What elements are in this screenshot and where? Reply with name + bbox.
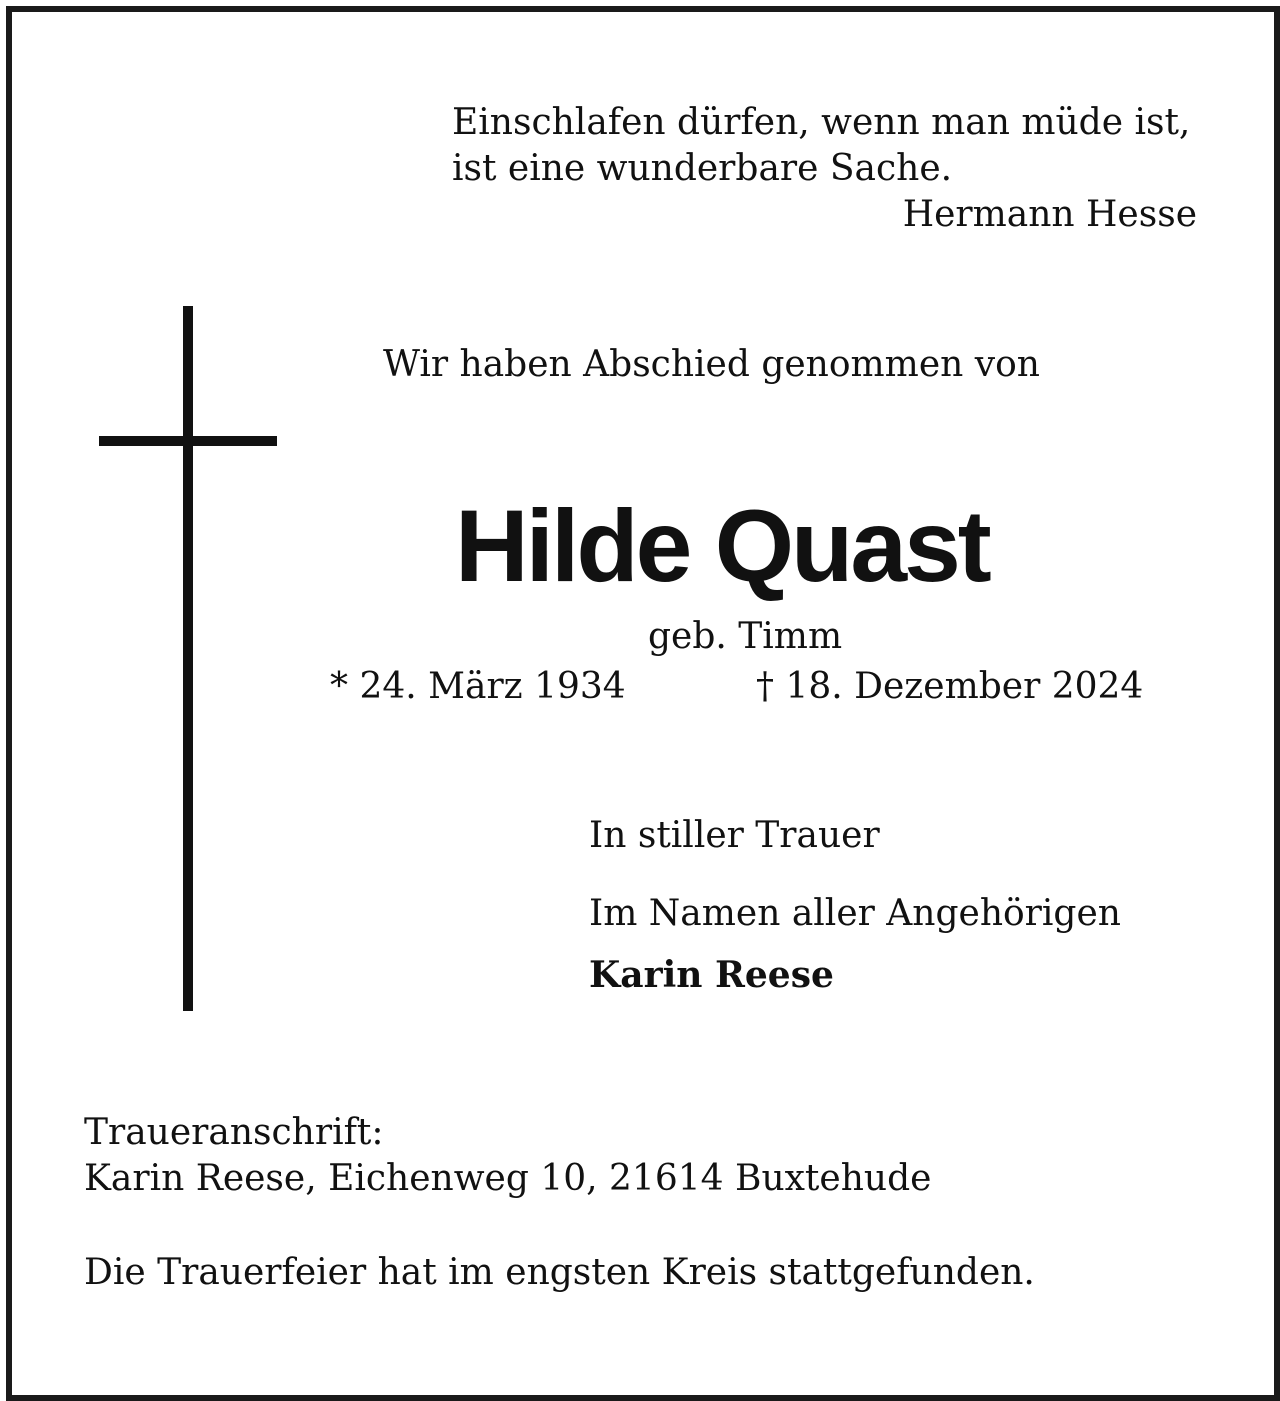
address-value: Karin Reese, Eichenweg 10, 21614 Buxtehude <box>84 1158 932 1199</box>
quote-line-1: Einschlafen dürfen, wenn man müde ist, <box>452 102 1191 143</box>
mourning-line: In stiller Trauer <box>589 815 880 856</box>
address-label: Traueranschrift: <box>84 1112 384 1153</box>
quote-author: Hermann Hesse <box>902 194 1197 236</box>
signer-name: Karin Reese <box>589 954 834 996</box>
deceased-name: Hilde Quast <box>455 489 989 603</box>
hesse-quote <box>452 100 1197 238</box>
death-date: † 18. Dezember 2024 <box>756 666 1144 707</box>
ceremony-note: Die Trauerfeier hat im engsten Kreis stattgefunden. <box>84 1252 1035 1293</box>
maiden-name: geb. Timm <box>648 616 843 657</box>
cross-vertical-beam <box>183 306 193 1011</box>
cross-horizontal-beam <box>99 436 277 446</box>
birth-date: * 24. März 1934 <box>330 666 626 707</box>
behalf-line: Im Namen aller Angehörigen <box>589 893 1121 934</box>
quote-line-2: ist eine wunderbare Sache. <box>452 148 953 190</box>
intro-text: Wir haben Abschied genommen von <box>383 344 1040 385</box>
